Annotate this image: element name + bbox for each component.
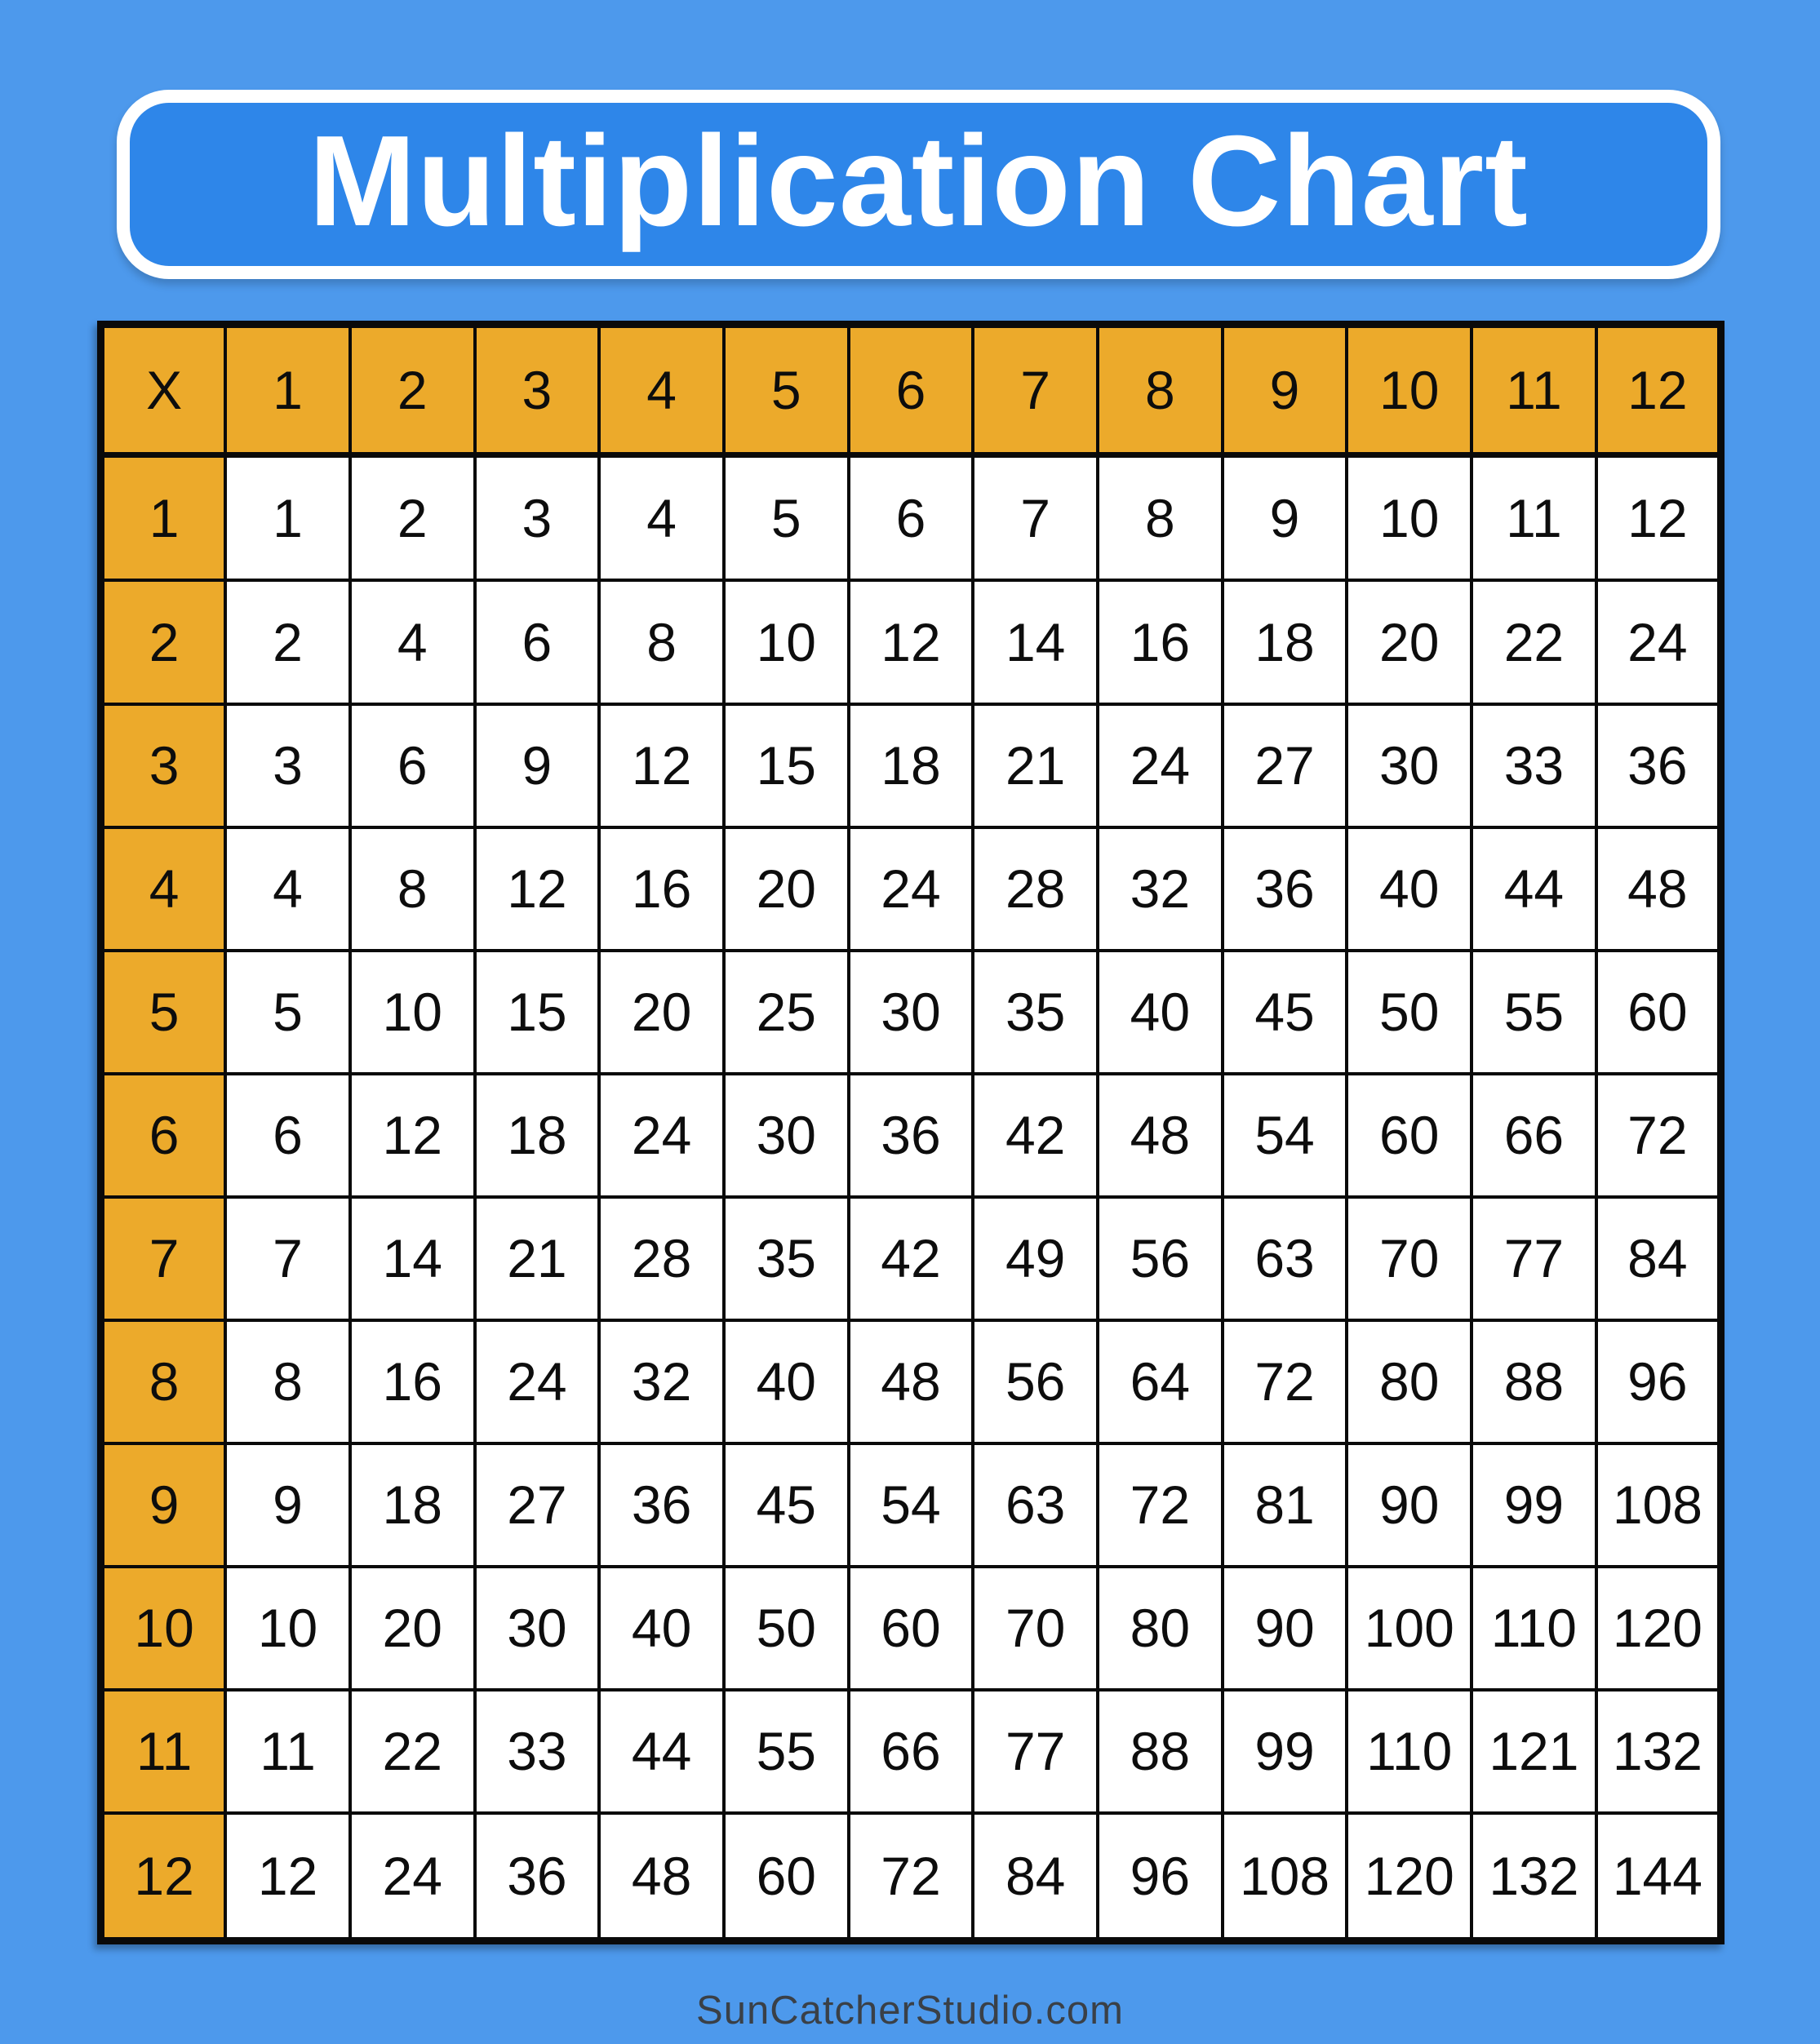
cell-12x11: 132 — [1472, 1813, 1596, 1941]
column-header-5: 5 — [724, 325, 849, 455]
column-header-6: 6 — [849, 325, 974, 455]
cell-7x5: 35 — [724, 1197, 849, 1320]
cell-12x5: 60 — [724, 1813, 849, 1941]
cell-2x1: 2 — [225, 580, 350, 703]
cell-10x4: 40 — [599, 1567, 724, 1690]
row-header-2: 2 — [101, 580, 226, 703]
cell-3x4: 12 — [599, 704, 724, 827]
cell-1x10: 10 — [1347, 454, 1472, 580]
cell-8x11: 88 — [1472, 1320, 1596, 1443]
column-header-4: 4 — [599, 325, 724, 455]
cell-2x7: 14 — [973, 580, 1098, 703]
cell-3x11: 33 — [1472, 704, 1596, 827]
cell-11x12: 132 — [1596, 1690, 1721, 1813]
cell-3x5: 15 — [724, 704, 849, 827]
cell-9x3: 27 — [475, 1443, 600, 1567]
cell-6x3: 18 — [475, 1074, 600, 1197]
table-row-9 — [101, 1443, 1721, 1567]
cell-1x4: 4 — [599, 454, 724, 580]
cell-4x10: 40 — [1347, 827, 1472, 951]
cell-5x10: 50 — [1347, 951, 1472, 1074]
cell-9x1: 9 — [225, 1443, 350, 1567]
row-header-11: 11 — [101, 1690, 226, 1813]
cell-3x1: 3 — [225, 704, 350, 827]
cell-7x7: 49 — [973, 1197, 1098, 1320]
cell-6x8: 48 — [1098, 1074, 1223, 1197]
table-row-10 — [101, 1567, 1721, 1690]
row-header-4: 4 — [101, 827, 226, 951]
cell-4x5: 20 — [724, 827, 849, 951]
cell-7x10: 70 — [1347, 1197, 1472, 1320]
cell-11x3: 33 — [475, 1690, 600, 1813]
cell-11x1: 11 — [225, 1690, 350, 1813]
column-header-11: 11 — [1472, 325, 1596, 455]
cell-11x9: 99 — [1223, 1690, 1347, 1813]
cell-10x8: 80 — [1098, 1567, 1223, 1690]
cell-11x5: 55 — [724, 1690, 849, 1813]
cell-5x3: 15 — [475, 951, 600, 1074]
cell-6x1: 6 — [225, 1074, 350, 1197]
column-header-2: 2 — [350, 325, 475, 455]
table-row-5 — [101, 951, 1721, 1074]
cell-12x12: 144 — [1596, 1813, 1721, 1941]
cell-4x6: 24 — [849, 827, 974, 951]
cell-10x11: 110 — [1472, 1567, 1596, 1690]
cell-3x9: 27 — [1223, 704, 1347, 827]
page-title: Multiplication Chart — [309, 109, 1529, 253]
cell-6x5: 30 — [724, 1074, 849, 1197]
cell-1x9: 9 — [1223, 454, 1347, 580]
cell-2x4: 8 — [599, 580, 724, 703]
cell-9x2: 18 — [350, 1443, 475, 1567]
cell-11x2: 22 — [350, 1690, 475, 1813]
cell-12x2: 24 — [350, 1813, 475, 1941]
cell-12x8: 96 — [1098, 1813, 1223, 1941]
cell-3x8: 24 — [1098, 704, 1223, 827]
cell-10x6: 60 — [849, 1567, 974, 1690]
cell-8x8: 64 — [1098, 1320, 1223, 1443]
cell-7x6: 42 — [849, 1197, 974, 1320]
column-header-9: 9 — [1223, 325, 1347, 455]
cell-5x4: 20 — [599, 951, 724, 1074]
row-header-12: 12 — [101, 1813, 226, 1941]
column-header-12: 12 — [1596, 325, 1721, 455]
cell-6x7: 42 — [973, 1074, 1098, 1197]
multiplication-table — [97, 321, 1725, 1944]
cell-11x7: 77 — [973, 1690, 1098, 1813]
cell-5x2: 10 — [350, 951, 475, 1074]
cell-8x6: 48 — [849, 1320, 974, 1443]
cell-9x12: 108 — [1596, 1443, 1721, 1567]
cell-9x6: 54 — [849, 1443, 974, 1567]
column-header-8: 8 — [1098, 325, 1223, 455]
cell-1x3: 3 — [475, 454, 600, 580]
cell-10x12: 120 — [1596, 1567, 1721, 1690]
cell-5x5: 25 — [724, 951, 849, 1074]
cell-5x7: 35 — [973, 951, 1098, 1074]
table-row-12 — [101, 1813, 1721, 1941]
cell-4x9: 36 — [1223, 827, 1347, 951]
cell-9x11: 99 — [1472, 1443, 1596, 1567]
cell-12x1: 12 — [225, 1813, 350, 1941]
cell-3x12: 36 — [1596, 704, 1721, 827]
row-header-5: 5 — [101, 951, 226, 1074]
cell-8x5: 40 — [724, 1320, 849, 1443]
cell-1x12: 12 — [1596, 454, 1721, 580]
cell-1x5: 5 — [724, 454, 849, 580]
cell-8x3: 24 — [475, 1320, 600, 1443]
table-row-3 — [101, 704, 1721, 827]
cell-7x4: 28 — [599, 1197, 724, 1320]
cell-2x3: 6 — [475, 580, 600, 703]
cell-2x11: 22 — [1472, 580, 1596, 703]
cell-10x3: 30 — [475, 1567, 600, 1690]
cell-7x2: 14 — [350, 1197, 475, 1320]
cell-2x8: 16 — [1098, 580, 1223, 703]
title-banner — [117, 90, 1720, 279]
cell-10x2: 20 — [350, 1567, 475, 1690]
cell-8x1: 8 — [225, 1320, 350, 1443]
cell-7x12: 84 — [1596, 1197, 1721, 1320]
cell-2x10: 20 — [1347, 580, 1472, 703]
row-header-10: 10 — [101, 1567, 226, 1690]
cell-11x4: 44 — [599, 1690, 724, 1813]
cell-4x8: 32 — [1098, 827, 1223, 951]
row-header-3: 3 — [101, 704, 226, 827]
cell-12x7: 84 — [973, 1813, 1098, 1941]
cell-11x8: 88 — [1098, 1690, 1223, 1813]
table-row-8 — [101, 1320, 1721, 1443]
cell-6x9: 54 — [1223, 1074, 1347, 1197]
cell-12x3: 36 — [475, 1813, 600, 1941]
cell-1x1: 1 — [225, 454, 350, 580]
cell-11x11: 121 — [1472, 1690, 1596, 1813]
cell-4x3: 12 — [475, 827, 600, 951]
cell-6x6: 36 — [849, 1074, 974, 1197]
cell-7x9: 63 — [1223, 1197, 1347, 1320]
cell-10x1: 10 — [225, 1567, 350, 1690]
cell-10x5: 50 — [724, 1567, 849, 1690]
cell-5x12: 60 — [1596, 951, 1721, 1074]
column-header-7: 7 — [973, 325, 1098, 455]
cell-9x9: 81 — [1223, 1443, 1347, 1567]
cell-4x7: 28 — [973, 827, 1098, 951]
row-header-6: 6 — [101, 1074, 226, 1197]
cell-12x9: 108 — [1223, 1813, 1347, 1941]
cell-7x3: 21 — [475, 1197, 600, 1320]
cell-12x4: 48 — [599, 1813, 724, 1941]
cell-2x9: 18 — [1223, 580, 1347, 703]
cell-4x4: 16 — [599, 827, 724, 951]
cell-1x8: 8 — [1098, 454, 1223, 580]
cell-5x1: 5 — [225, 951, 350, 1074]
cell-1x6: 6 — [849, 454, 974, 580]
cell-8x7: 56 — [973, 1320, 1098, 1443]
cell-2x6: 12 — [849, 580, 974, 703]
cell-4x1: 4 — [225, 827, 350, 951]
cell-5x11: 55 — [1472, 951, 1596, 1074]
column-header-3: 3 — [475, 325, 600, 455]
table-row-7 — [101, 1197, 1721, 1320]
cell-2x5: 10 — [724, 580, 849, 703]
cell-7x1: 7 — [225, 1197, 350, 1320]
row-header-7: 7 — [101, 1197, 226, 1320]
cell-6x12: 72 — [1596, 1074, 1721, 1197]
cell-1x2: 2 — [350, 454, 475, 580]
cell-10x7: 70 — [973, 1567, 1098, 1690]
cell-9x8: 72 — [1098, 1443, 1223, 1567]
header-row — [101, 325, 1721, 455]
cell-9x4: 36 — [599, 1443, 724, 1567]
table-row-1 — [101, 454, 1721, 580]
corner-cell-x: X — [101, 325, 226, 455]
cell-1x7: 7 — [973, 454, 1098, 580]
cell-11x6: 66 — [849, 1690, 974, 1813]
cell-7x8: 56 — [1098, 1197, 1223, 1320]
cell-3x2: 6 — [350, 704, 475, 827]
cell-2x12: 24 — [1596, 580, 1721, 703]
cell-9x5: 45 — [724, 1443, 849, 1567]
table-row-11 — [101, 1690, 1721, 1813]
cell-6x2: 12 — [350, 1074, 475, 1197]
cell-8x12: 96 — [1596, 1320, 1721, 1443]
table-row-2 — [101, 580, 1721, 703]
cell-6x10: 60 — [1347, 1074, 1472, 1197]
cell-5x8: 40 — [1098, 951, 1223, 1074]
cell-3x10: 30 — [1347, 704, 1472, 827]
cell-5x9: 45 — [1223, 951, 1347, 1074]
cell-12x6: 72 — [849, 1813, 974, 1941]
cell-2x2: 4 — [350, 580, 475, 703]
cell-4x2: 8 — [350, 827, 475, 951]
cell-9x10: 90 — [1347, 1443, 1472, 1567]
cell-7x11: 77 — [1472, 1197, 1596, 1320]
cell-9x7: 63 — [973, 1443, 1098, 1567]
column-header-10: 10 — [1347, 325, 1472, 455]
cell-4x12: 48 — [1596, 827, 1721, 951]
cell-10x9: 90 — [1223, 1567, 1347, 1690]
cell-8x9: 72 — [1223, 1320, 1347, 1443]
cell-1x11: 11 — [1472, 454, 1596, 580]
cell-8x10: 80 — [1347, 1320, 1472, 1443]
row-header-8: 8 — [101, 1320, 226, 1443]
cell-3x7: 21 — [973, 704, 1098, 827]
row-header-9: 9 — [101, 1443, 226, 1567]
footer-watermark: SunCatcherStudio.com — [696, 1989, 1124, 2033]
cell-10x10: 100 — [1347, 1567, 1472, 1690]
cell-4x11: 44 — [1472, 827, 1596, 951]
row-header-1: 1 — [101, 454, 226, 580]
cell-6x4: 24 — [599, 1074, 724, 1197]
cell-8x4: 32 — [599, 1320, 724, 1443]
cell-5x6: 30 — [849, 951, 974, 1074]
cell-3x6: 18 — [849, 704, 974, 827]
cell-11x10: 110 — [1347, 1690, 1472, 1813]
cell-6x11: 66 — [1472, 1074, 1596, 1197]
cell-12x10: 120 — [1347, 1813, 1472, 1941]
cell-3x3: 9 — [475, 704, 600, 827]
cell-8x2: 16 — [350, 1320, 475, 1443]
table-row-6 — [101, 1074, 1721, 1197]
table-row-4 — [101, 827, 1721, 951]
column-header-1: 1 — [225, 325, 350, 455]
